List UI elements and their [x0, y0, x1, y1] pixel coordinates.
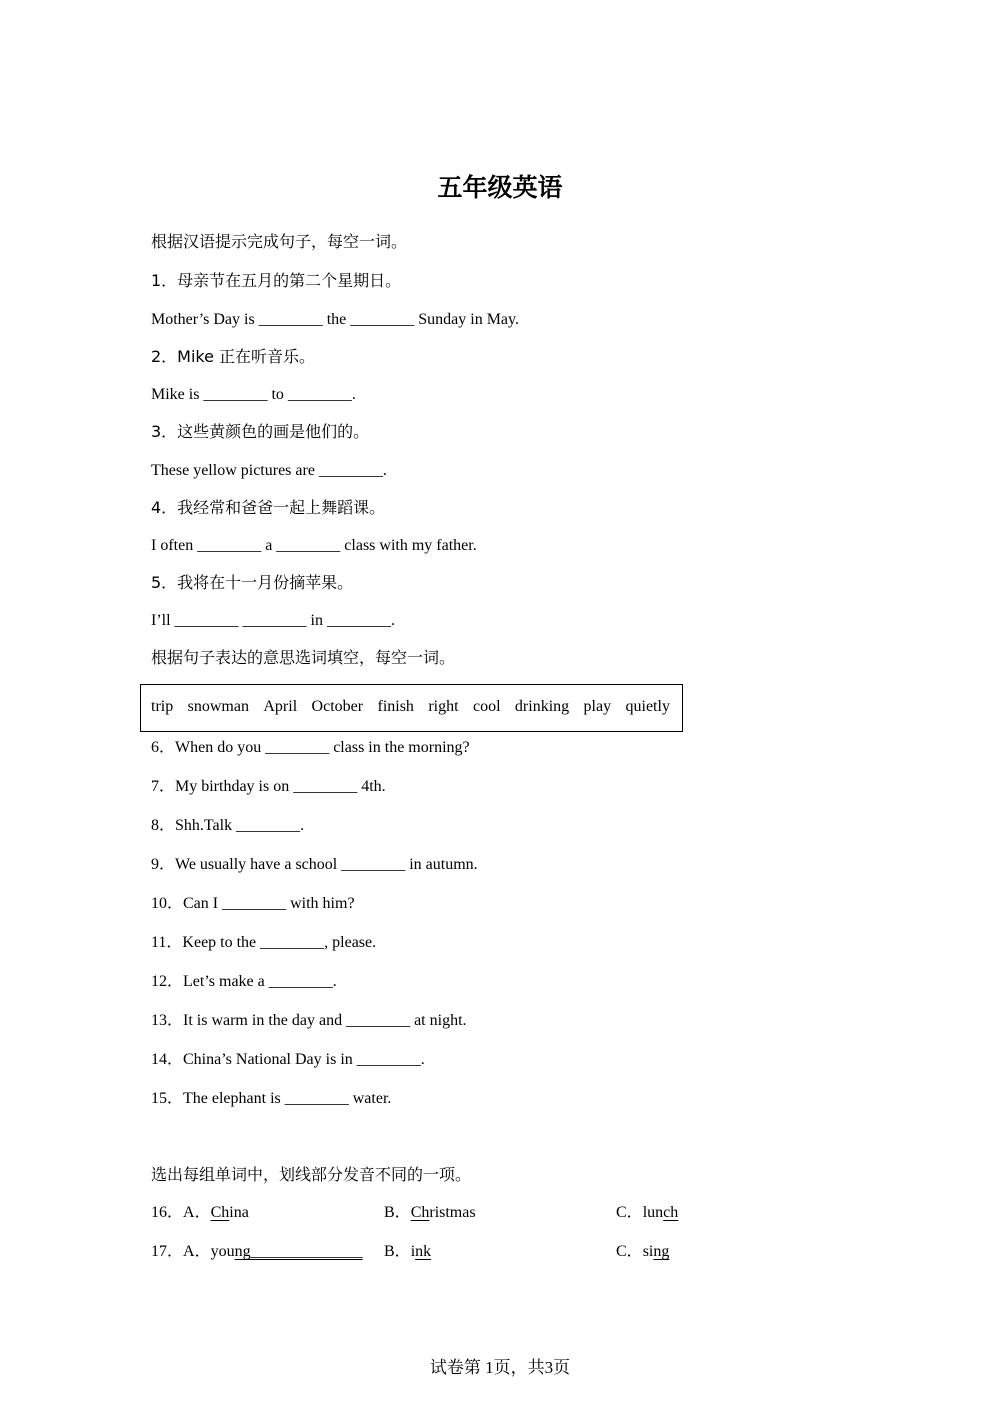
item1-prompt: 1．母亲节在五月的第二个星期日。 [151, 271, 402, 290]
item11: 11．Keep to the ________, please. [151, 934, 377, 951]
section1-instruction: 根据汉语提示完成句子，每空一词。 [151, 232, 408, 251]
q17-number: 17． [151, 1243, 184, 1260]
q16-c-pre: lun [642, 1204, 664, 1221]
q17-option-c [616, 1240, 669, 1264]
item9: 9．We usually have a school ________ in autumn. [151, 856, 478, 873]
q17-option-b [384, 1240, 431, 1264]
q16-a-label: A． [183, 1204, 211, 1221]
item5-prompt: 5．我将在十一月份摘苹果。 [151, 573, 354, 592]
item4-prompt: 4．我经常和爸爸一起上舞蹈课。 [151, 498, 386, 517]
q16-b-label: B． [384, 1204, 411, 1221]
q16-a-underlined: Ch [210, 1204, 230, 1221]
q17-option-a [151, 1240, 363, 1264]
word-bank-item: snowman [187, 698, 249, 715]
word-bank [151, 695, 670, 719]
q17-c-label: C． [616, 1243, 643, 1260]
item7: 7．My birthday is on ________ 4th. [151, 778, 386, 795]
word-bank-item: quietly [625, 698, 670, 715]
word-bank-item: April [263, 698, 298, 715]
item6: 6．When do you ________ class in the morning? [151, 739, 470, 756]
q17-c-pre: si [642, 1243, 654, 1260]
item14: 14．China’s National Day is in ________. [151, 1051, 425, 1068]
item13: 13．It is warm in the day and ________ at night. [151, 1012, 467, 1029]
q17-a-pre: you [210, 1243, 235, 1260]
word-bank-box [140, 684, 683, 732]
q16-a-post: ina [229, 1204, 249, 1221]
q16-c-label: C． [616, 1204, 643, 1221]
item1-sentence: Mother’s Day is ________ the ________ Sunday in May. [151, 311, 519, 328]
word-bank-item: October [311, 698, 364, 715]
q16-b-underlined: Ch [410, 1204, 430, 1221]
section2-instruction: 根据句子表达的意思选词填空，每空一词。 [151, 648, 456, 667]
item3-prompt: 3．这些黄颜色的画是他们的。 [151, 422, 370, 441]
item3-sentence: These yellow pictures are ________. [151, 462, 387, 479]
q16-option-b [384, 1201, 476, 1225]
item2-sentence: Mike is ________ to ________. [151, 386, 356, 403]
q17-a-label: A． [183, 1243, 211, 1260]
item10: 10．Can I ________ with him? [151, 895, 355, 912]
section3-instruction: 选出每组单词中，划线部分发音不同的一项。 [151, 1165, 472, 1184]
q17-b-label: B． [384, 1243, 411, 1260]
q16-number: 16． [151, 1204, 184, 1221]
word-bank-item: play [583, 698, 612, 715]
q17-b-pre: i [410, 1243, 416, 1260]
q16-c-underlined: ch [663, 1204, 679, 1221]
q16-option-a [151, 1201, 249, 1225]
item15: 15．The elephant is ________ water. [151, 1090, 392, 1107]
item5-sentence: I’ll ________ ________ in ________. [151, 612, 395, 629]
q17-c-underlined: ng [653, 1243, 670, 1260]
q17-b-underlined: nk [415, 1243, 432, 1260]
word-bank-item: right [428, 698, 459, 715]
q16-option-c [616, 1201, 678, 1225]
page-footer: 试卷第 1页，共3页 [429, 1358, 571, 1377]
q17-a-underlined: ng______________ [234, 1243, 363, 1260]
item8: 8．Shh.Talk ________. [151, 817, 305, 834]
word-bank-item: finish [377, 698, 414, 715]
q16-b-post: ristmas [429, 1204, 476, 1221]
item12: 12．Let’s make a ________. [151, 973, 337, 990]
word-bank-item: trip [151, 698, 174, 715]
item2-prompt: 2．Mike 正在听音乐。 [151, 347, 316, 366]
page-title: 五年级英语 [437, 173, 563, 202]
item4-sentence: I often ________ a ________ class with my father. [151, 537, 477, 554]
word-bank-item: drinking [514, 698, 570, 715]
word-bank-item: cool [472, 698, 501, 715]
